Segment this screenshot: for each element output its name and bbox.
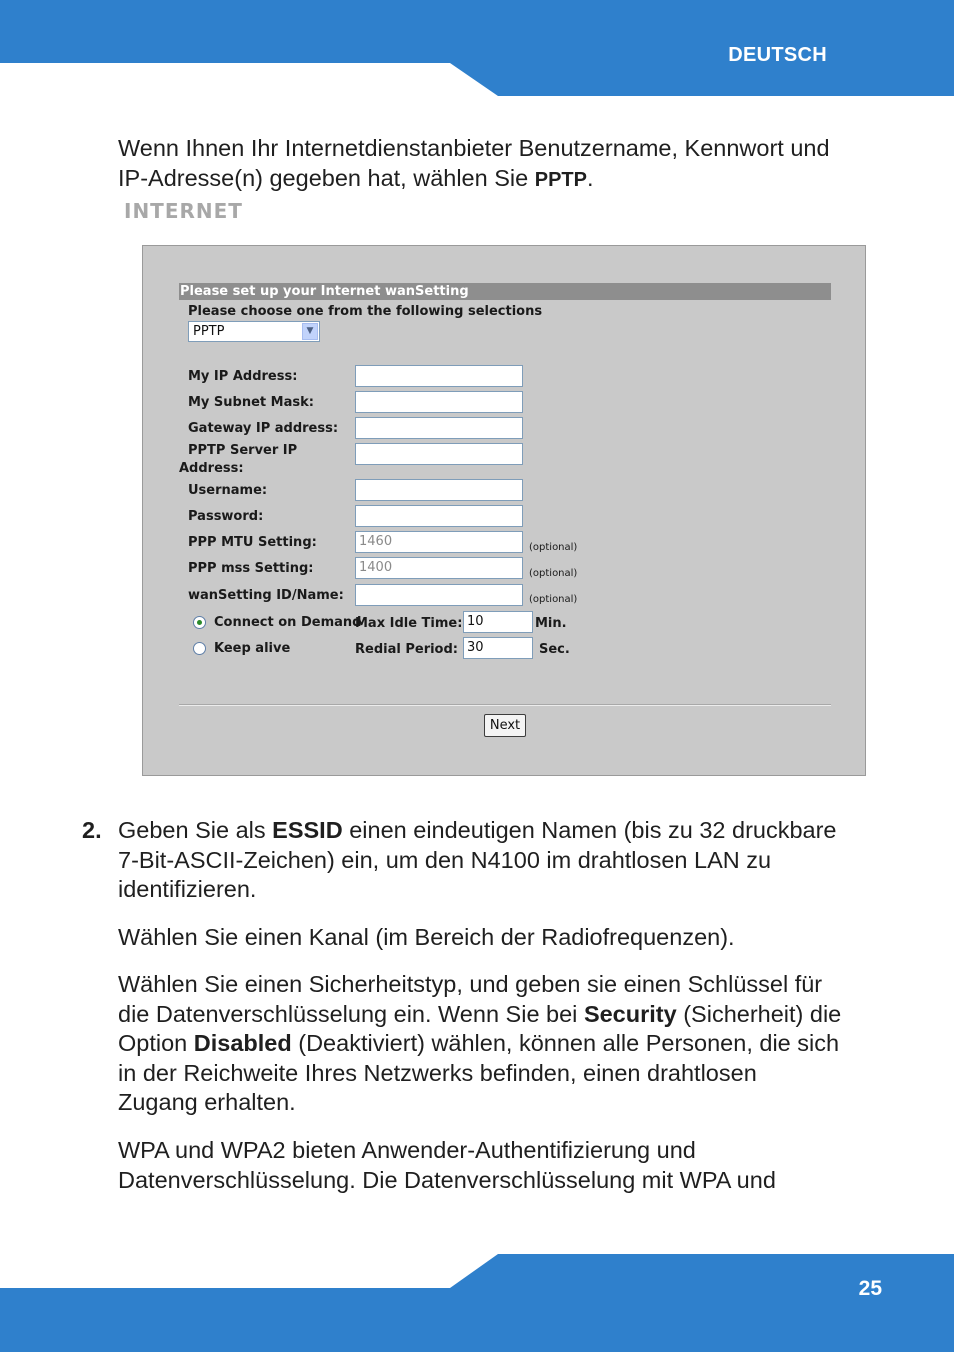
step2-paragraph-2: Wählen Sie einen Kanal (im Bereich der Radiofrequenzen).: [118, 924, 735, 950]
step2-p3-text-i: Zugang erhalten.: [118, 1089, 296, 1115]
intro-period: .: [586, 164, 594, 191]
mtu-optional-note: (optional): [529, 542, 578, 553]
connection-type-select[interactable]: [188, 321, 320, 342]
page-number: 25: [858, 1277, 882, 1300]
mtu-label: PPP MTU Setting:: [188, 535, 317, 550]
wan-setting-banner: Please set up your Internet wanSetting: [179, 283, 831, 300]
step2-p3-text-d: (Sicherheit) die: [676, 1000, 842, 1027]
redial-label: Redial Period:: [355, 642, 458, 657]
mss-label: PPP mss Setting:: [188, 561, 314, 576]
keep-alive-radio[interactable]: [193, 642, 206, 655]
chevron-down-icon[interactable]: ▼: [302, 323, 318, 340]
gateway-input[interactable]: [355, 417, 523, 439]
min-unit: Min.: [535, 616, 567, 631]
panel-divider: [179, 704, 831, 706]
wan-id-optional-note: (optional): [529, 594, 578, 605]
wan-setting-panel: [142, 245, 866, 776]
gateway-label: Gateway IP address:: [188, 421, 339, 436]
step2-p1-text-a: Geben Sie als: [118, 817, 273, 843]
choose-label: Please choose one from the following selections: [188, 304, 543, 319]
my-ip-label: My IP Address:: [188, 369, 298, 384]
step2-p4-text-a: WPA und WPA2 bieten Anwender-Authentifizierung und: [118, 1137, 696, 1163]
step-number: 2.: [82, 817, 102, 843]
intro-pptp: PPTP: [534, 168, 587, 191]
connect-on-demand-radio[interactable]: [193, 616, 206, 629]
intro-line-1: Wenn Ihnen Ihr Internetdienstanbieter Benutzername, Kennwort und: [118, 135, 830, 161]
step2-p3-text-h: in der Reichweite Ihres Netzwerks befinden, einen drahtlosen: [118, 1059, 757, 1086]
step2-p3-text-g: (Deaktiviert) wählen, können alle Personen, die sich: [291, 1030, 840, 1056]
pptp-server-label: PPTP Server IP: [188, 443, 298, 458]
security-term: Security: [583, 1000, 677, 1027]
step2-p1-text-c: einen eindeutigen Namen (bis zu 32 druckbare: [342, 817, 837, 843]
intro-line-2: IP-Adresse(n) gegeben hat, wählen Sie: [118, 164, 535, 191]
password-label: Password:: [188, 509, 264, 524]
username-input[interactable]: [355, 479, 523, 501]
step2-paragraph-4: [118, 1136, 888, 1195]
step2-paragraph-1: [118, 816, 888, 905]
disabled-term: Disabled: [193, 1030, 292, 1056]
step2-p3-text-a: Wählen Sie einen Sicherheitstyp, und geben sie einen Schlüssel für: [118, 971, 823, 997]
step2-p3-text-b: die Datenverschlüsselung ein. Wenn Sie bei: [118, 1000, 584, 1027]
step2-paragraph-3: [118, 970, 888, 1118]
password-input[interactable]: [355, 505, 523, 527]
essid-term: ESSID: [272, 817, 343, 843]
step2-p1-text-d: 7-Bit-ASCII-Zeichen) ein, um den N4100 im drahtlosen LAN zu: [118, 846, 772, 873]
pptp-server-label-2: Address:: [179, 461, 244, 476]
subnet-label: My Subnet Mask:: [188, 395, 314, 410]
max-idle-label: Max Idle Time:: [355, 616, 463, 631]
next-button[interactable]: Next: [484, 714, 526, 737]
connect-on-demand-label: Connect on Demand: [214, 615, 362, 630]
wan-id-input[interactable]: [355, 584, 523, 606]
pptp-server-input[interactable]: [355, 443, 523, 465]
mss-input[interactable]: 1400: [355, 557, 523, 579]
redial-input[interactable]: 30: [463, 637, 533, 659]
language-label: DEUTSCH: [728, 44, 827, 66]
footer-band: [0, 1254, 954, 1352]
step2-p4-text-b: Datenverschlüsselung. Die Datenverschlüsselung mit WPA und: [118, 1166, 776, 1193]
step2-p1-text-e: identifizieren.: [118, 876, 257, 902]
wan-id-label: wanSetting ID/Name:: [188, 588, 344, 603]
my-ip-input[interactable]: [355, 365, 523, 387]
intro-paragraph: [118, 134, 888, 195]
sec-unit: Sec.: [539, 642, 570, 657]
subnet-input[interactable]: [355, 391, 523, 413]
username-label: Username:: [188, 483, 268, 498]
step2-p3-text-e: Option: [118, 1030, 194, 1056]
connection-type-value: PPTP: [193, 324, 225, 339]
mss-optional-note: (optional): [529, 568, 578, 579]
keep-alive-label: Keep alive: [214, 641, 291, 656]
max-idle-input[interactable]: 10: [463, 611, 533, 633]
screenshot-title: INTERNET: [124, 199, 243, 223]
mtu-input[interactable]: 1460: [355, 531, 523, 553]
